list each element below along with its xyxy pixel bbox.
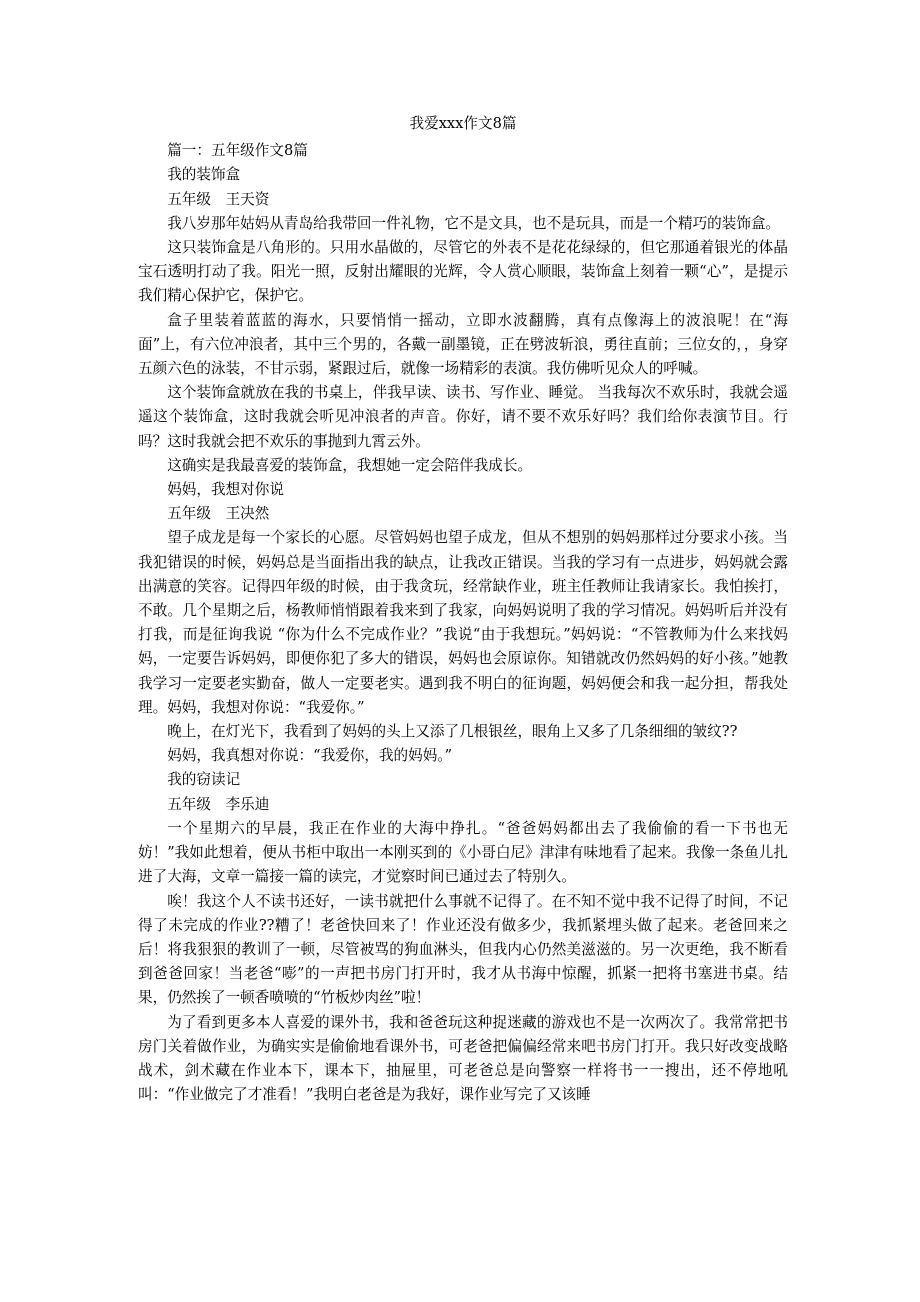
document-body	[138, 112, 788, 1107]
paragraph: 这确实是我最喜爱的装饰盒，我想她一定会陪伴我成长。	[167, 456, 533, 474]
paragraph: 唉！我这个人不读书还好，一读书就把什么事就不记得了。在不知不觉中我不记得了时间，不记得了未完成的作业??糟了！老爸快回来了！作业还没有做多少，我抓紧埋头做了起来。老爸回来之后！将我狠狠的教训了一顿，尽管被骂的狗血淋头，但我内心仍然美滋滋的。另一次更绝，我不断看到爸爸回家！当老爸“嘭”的一声把书房门打开时，我才从书海中惊醒，抓紧一把将书塞进书桌。结果，仍然挨了一顿香喷喷的“竹板炒肉丝”啦！	[138, 892, 788, 1007]
paragraph-essay-title: 妈妈，我想对你说	[167, 481, 284, 499]
paragraph: 一个星期六的早晨，我正在作业的大海中挣扎。“爸爸妈妈都出去了我偷偷的看一下书也无妨！”我如此想着，便从书柜中取出一本刚买到的《小哥白尼》津津有味地看了起来。我像一条鱼儿扎进了大海，文章一篇接一篇的读完，才觉察时间已通过去了特别久。	[138, 819, 788, 886]
paragraph: 妈妈，我真想对你说：“我爱你，我的妈妈。”	[167, 747, 453, 765]
paragraph: 晚上，在灯光下，我看到了妈妈的头上又添了几根银丝，眼角上又多了几条细细的皱纹??	[167, 723, 738, 741]
paragraph-essay-title: 我的窃读记	[167, 771, 241, 789]
paragraph: 这个装饰盒就放在我的书桌上，伴我早读、读书、写作业、睡觉。 当我每次不欢乐时，我就会遥遥这个装饰盒，这时我就会听见冲浪者的声音。你好，请不要不欢乐好吗？我们给你表演节目。行吗？这时我就会把不欢乐的事抛到九霄云外。	[138, 384, 788, 450]
paragraph-author: 五年级 王天资	[167, 190, 270, 208]
paragraph: 盒子里装着蓝蓝的海水，只要悄悄一摇动，立即水波翻腾，真有点像海上的波浪呢！在“海面”上，有六位冲浪者，其中三个男的，各戴一副墨镜，正在劈波斩浪，勇往直前；三位女的，，身穿五颜六色的泳装，不甘示弱，紧跟过后，就像一场精彩的表演。我仿佛听见众人的呼喊。	[138, 311, 788, 378]
paragraph: 这只装饰盒是八角形的。只用水晶做的，尽管它的外表不是花花绿绿的，但它那通着银光的体晶宝石透明打动了我。阳光一照，反射出耀眼的光辉，令人赏心顺眼，装饰盒上刻着一颗“心”，是提示我们精心保护它，保护它。	[138, 239, 788, 305]
paragraph: 望子成龙是每一个家长的心愿。尽管妈妈也望子成龙，但从不想别的妈妈那样过分要求小孩。当我犯错误的时候，妈妈总是当面指出我的缺点，让我改正错误。当我的学习有一点进步，妈妈就会露出满意的笑容。记得四年级的时候，由于我贪玩，经常缺作业，班主任教师让我请家长。我怕挨打，不敢。几个星期之后，杨教师悄悄跟着我来到了我家，向妈妈说明了我的学习情况。妈妈听后并没有打我，而是征询我说 “你为什么不完成作业？”我说“由于我想玩。”妈妈说：“不管教师为什么来找妈妈，一定要告诉妈妈，即便你犯了多大的错误，妈妈也会原谅你。知错就改仍然妈妈的好小孩。”她教我学习一定要老实勤奋，做人一定要老实。遇到我不明白的征询题，妈妈便会和我一起分担，帮我处理。妈妈，我想对你说：“我爱你。”	[138, 529, 788, 716]
paragraph: 我八岁那年姑妈从青岛给我带回一件礼物，它不是文具，也不是玩具，而是一个精巧的装饰盒。	[167, 214, 781, 232]
paragraph: 为了看到更多本人喜爱的课外书，我和爸爸玩这种捉迷藏的游戏也不是一次两次了。我常常把书房门关着做作业，为确实实是偷偷地看课外书，可老爸把偏偏经常来吧书房门打开。我只好改变战略战术，剑术藏在作业本下，课本下，抽屉里，可老爸总是向警察一样将书一一搜出，还不停地吼叫：“作业做完了才准看！”我明白老爸是为我好，课作业写完了又该睡	[138, 1013, 788, 1104]
paragraph-author: 五年级 李乐迪	[167, 795, 270, 813]
paragraph-essay-title: 我的装饰盒	[167, 166, 241, 184]
document-title: 我爱xxx作文8篇	[409, 115, 517, 132]
paragraph-author: 五年级 王决然	[167, 505, 270, 523]
paragraph-section-heading: 篇一：五年级作文8篇	[167, 142, 308, 160]
